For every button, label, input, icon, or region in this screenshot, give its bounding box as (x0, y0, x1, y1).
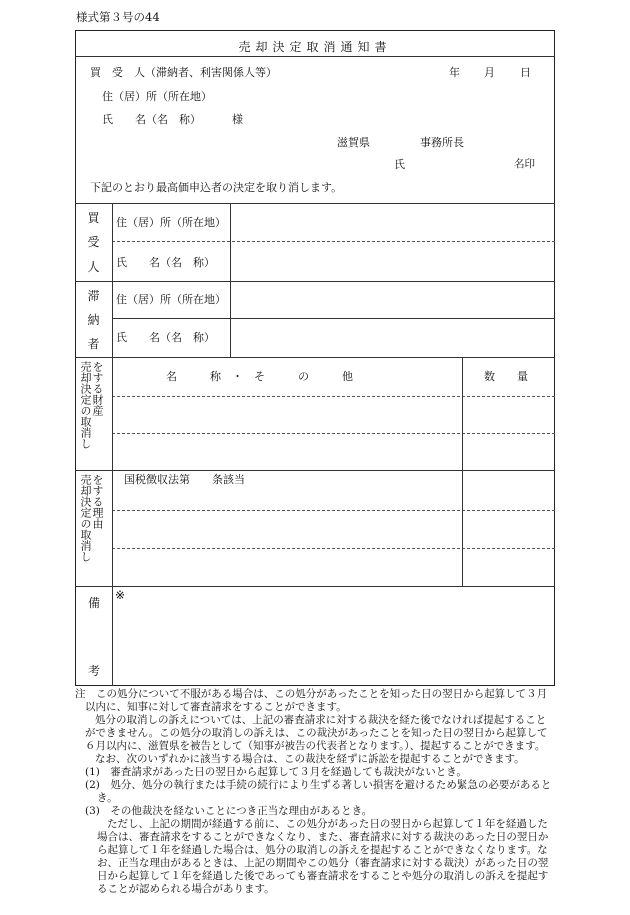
reason-divider (75, 586, 555, 587)
reason-dashed-1 (112, 510, 555, 511)
taxpayer-name-label: 氏 名（名 称） (116, 331, 215, 344)
buyer-name-label: 氏 名（名 称） (116, 256, 215, 269)
remarks-mark: ※ (115, 588, 126, 602)
note-paragraph: 処分の取消しの訴えについては、上記の審査請求に対する裁決を経た後でなければ提起することができません。この処分の取消しの訴えは、この裁決があったことを知った日の翌日から起算して６月以内に、滋賀県を被告として（知事が被告の代表者となります。）、提起することができます。 (85, 714, 548, 752)
honorific: 様 (232, 113, 243, 126)
header-divider (75, 203, 555, 204)
property-quantity-column-header: 数 量 (484, 370, 528, 383)
header-name-label: 氏 名（名 称） (102, 113, 201, 126)
buyer-divider (75, 281, 555, 282)
buyer-dashed-divider (112, 241, 555, 242)
taxpayer-address-label: 住（居）所（所在地） (116, 293, 226, 306)
cancellation-statement: 下記のとおり最高価申込者の決定を取り消します。 (90, 181, 343, 194)
buyer-address-label: 住（居）所（所在地） (116, 216, 226, 229)
date-year: 年 (449, 66, 460, 79)
form-frame (75, 30, 555, 686)
reason-legal-basis: 国税徴収法第 条該当 (124, 473, 245, 486)
remarks-label-bottom: 考 (88, 664, 101, 678)
seal-mark: 名印 (514, 158, 535, 170)
field-label-divider (230, 203, 231, 357)
note-paragraph: なお、次のいずれかに該当する場合は、この裁決を経ずに訴訟を提起することができます。 (95, 753, 525, 765)
property-divider (75, 470, 555, 471)
official-name-label: 氏 (394, 158, 405, 171)
buyer-section-label: 買 受 人 (87, 210, 100, 275)
remarks-label-top: 備 (88, 596, 101, 610)
form-number: 様式第３号の44 (76, 10, 160, 24)
title-divider (75, 56, 555, 57)
date-day: 日 (520, 66, 531, 79)
reason-section-label: をする理由 売却決定の取消し (79, 474, 104, 562)
prefecture-label: 滋賀県 (337, 136, 370, 149)
office-head-label: 事務所長 (420, 136, 464, 149)
label-column-divider (112, 203, 113, 686)
note-item: (3) その他裁決を経ないことにつき正当な理由があるとき。 (85, 805, 373, 817)
notes-block (75, 688, 555, 896)
note-item: (1) 審査請求があった日の翌日から起算して３月を経過しても裁決がないとき。 (85, 766, 467, 778)
reason-dashed-2 (112, 548, 555, 549)
taxpayer-inner-divider (112, 318, 555, 319)
property-name-column-header: 名 称 ・ そ の 他 (166, 370, 353, 383)
property-dashed-2 (112, 433, 555, 434)
taxpayer-section-label: 滞 納 者 (87, 288, 100, 351)
note-paragraph: ただし、上記の期間が経過する前に、この処分があった日の翌日から起算して１年を経過した場合は、審査請求をすることができなくなり、また、審査請求に対する裁決のあった日の翌日から起算して１年を経過した場合は、処分の取消しの訴えを提起することができなくなります。なお、正当な理由があるときは、上記の期間やこの処分（審査請求に対する裁決）があった日の翌日から起算して１年を経過した後であっても審査請求をすることや処分の取消しの訴えを提起することが認められる場合があります。 (97, 818, 549, 895)
property-dashed-1 (112, 396, 555, 397)
note-paragraph: 注 この処分について不服がある場合は、この処分があったことを知った日の翌日から起算して３月以内に、知事に対して審査請求をすることができます。 (75, 688, 548, 713)
taxpayer-divider (75, 357, 555, 358)
quantity-column-divider (462, 357, 463, 586)
document-title: 売却決定取消通知書 (238, 40, 392, 54)
header-address-label: 住（居）所（所在地） (102, 90, 212, 103)
property-section-label: をする財産 売却決定の取消し (79, 361, 104, 449)
note-item: (2) 処分、処分の執行または手続の続行により生ずる著しい損害を避けるため緊急の必要があるとき。 (85, 779, 552, 804)
date-month: 月 (484, 66, 495, 79)
buyer-line: 買 受 人（滞納者、利害関係人等） (90, 66, 277, 79)
